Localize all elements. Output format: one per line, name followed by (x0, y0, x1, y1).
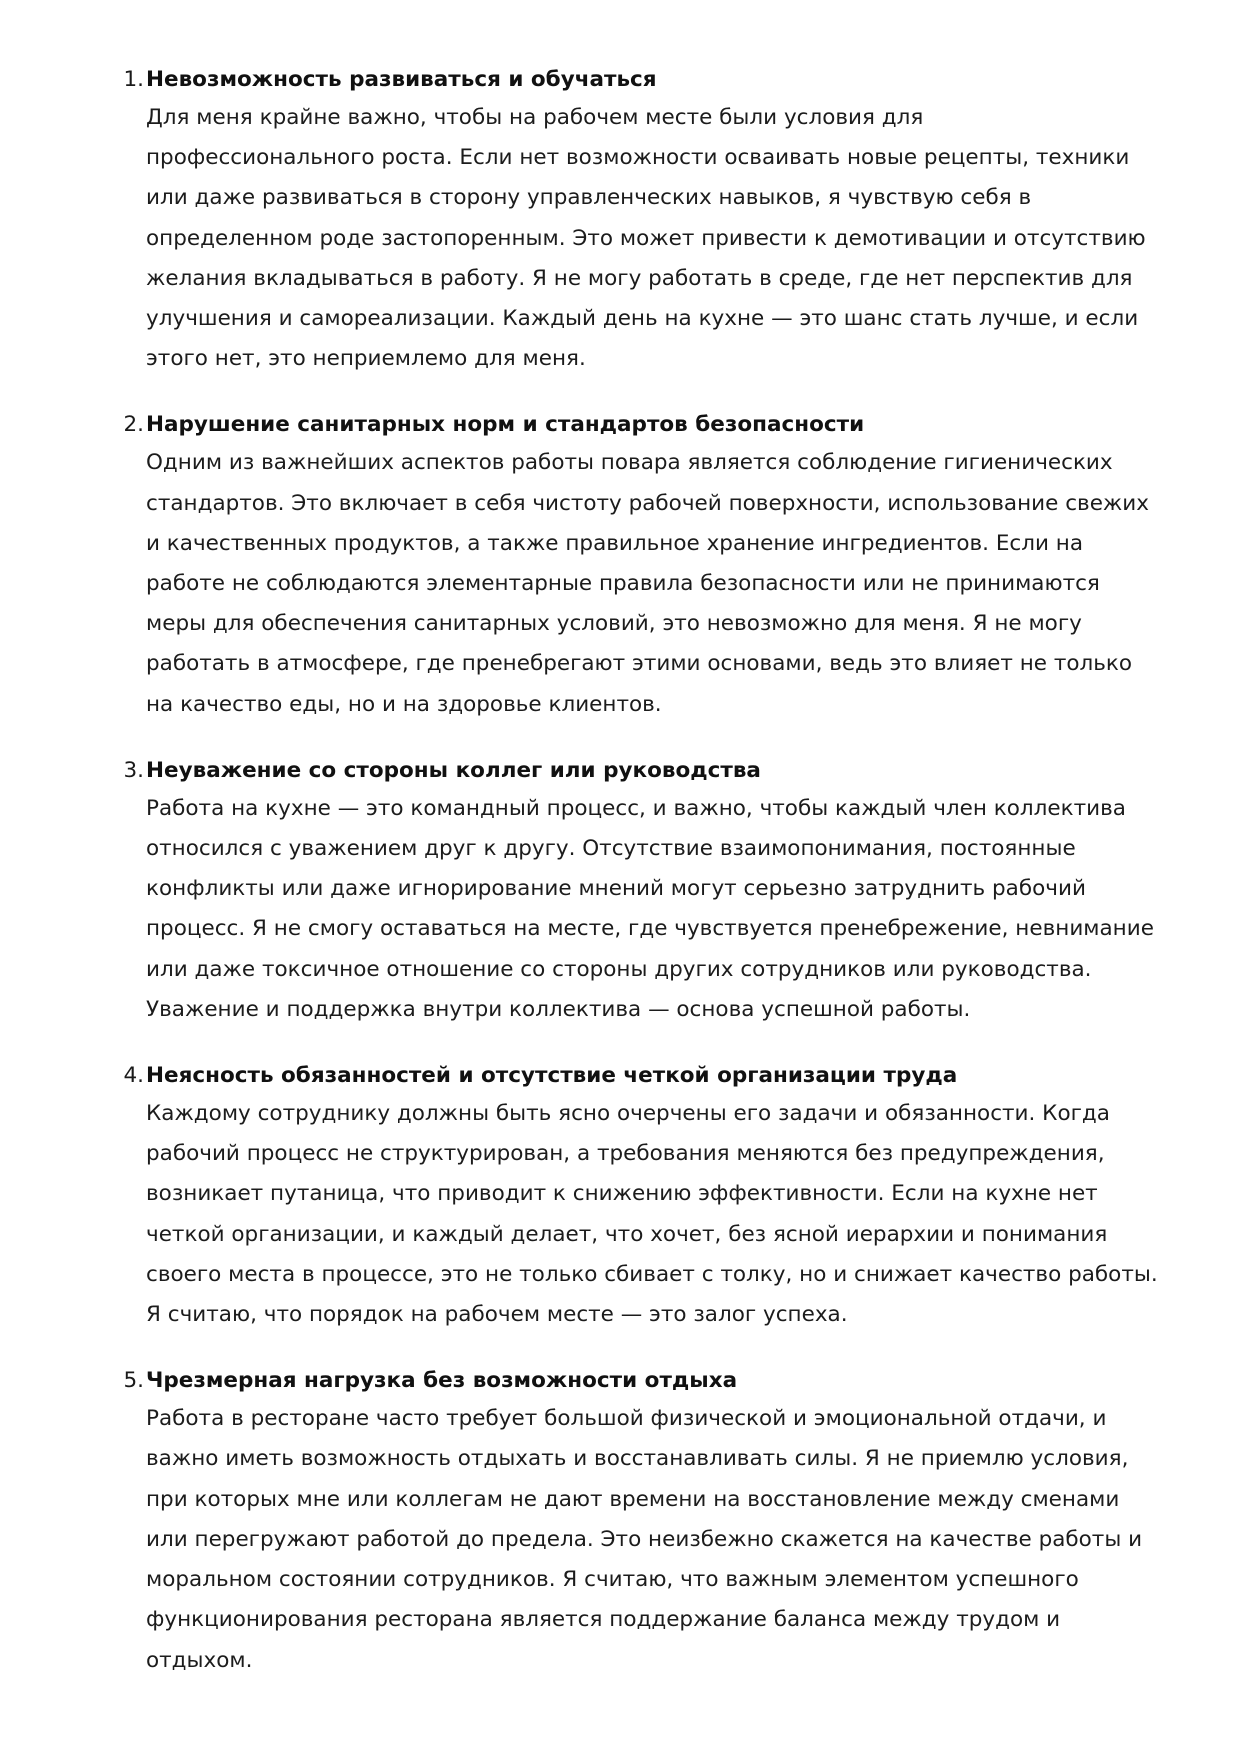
body-line: или даже токсичное отношение со стороны других сотрудников или руководства. (146, 956, 1092, 982)
list-item-3 (123, 753, 1156, 1030)
body-line: Каждому сотруднику должны быть ясно очерчены его задачи и обязанности. Когда (146, 1101, 1110, 1127)
body-line: важно иметь возможность отдыхать и восстанавливать силы. Я не приемлю условия, (146, 1446, 1129, 1472)
body-line: Уважение и поддержка внутри коллектива — основа успешной работы. (146, 996, 971, 1022)
item-number: 3. (123, 757, 144, 783)
body-line: процесс. Я не смогу оставаться на месте, где чувствуется пренебрежение, невнимание (146, 916, 1154, 942)
body-line: определенном роде застопоренным. Это может привести к демотивации и отсутствию (146, 225, 1146, 251)
body-line: возникает путаница, что приводит к снижению эффективности. Если на кухне нет (146, 1181, 1098, 1207)
body-line: или перегружают работой до предела. Это неизбежно скажется на качестве работы и (146, 1526, 1143, 1552)
body-line: Я считаю, что порядок на рабочем месте — это залог успеха. (146, 1302, 848, 1328)
item-body (146, 98, 1156, 379)
list-item-4 (123, 1058, 1158, 1335)
body-line: Работа в ресторане часто требует большой физической и эмоциональной отдачи, и (146, 1406, 1107, 1432)
item-title: Чрезмерная нагрузка без возможности отдыха (146, 1368, 738, 1394)
item-body (146, 1399, 1156, 1680)
item-title: Нарушение санитарных норм и стандартов безопасности (146, 412, 865, 438)
body-line: четкой организации, и каждый делает, что хочет, без ясной иерархии и понимания (146, 1221, 1108, 1247)
body-line: своего места в процессе, это не только сбивает с толку, но и снижает качество работы. (146, 1261, 1158, 1287)
body-line: при которых мне или коллегам не дают времени на восстановление между сменами (146, 1486, 1120, 1512)
item-body (146, 789, 1156, 1030)
body-line: этого нет, это неприемлемо для меня. (146, 346, 586, 372)
body-line: желания вкладываться в работу. Я не могу работать в среде, где нет перспектив для (146, 265, 1133, 291)
body-line: Для меня крайне важно, чтобы на рабочем месте были условия для (146, 105, 924, 130)
numbered-list (0, 62, 1239, 1681)
item-body (146, 443, 1156, 724)
body-line: относился с уважением друг к другу. Отсутствие взаимопонимания, постоянные (146, 836, 1076, 862)
body-line: работать в атмосфере, где пренебрегают этими основами, ведь это влияет не только (146, 651, 1133, 677)
item-title: Невозможность развиваться и обучаться (146, 67, 657, 92)
body-line: работе не соблюдаются элементарные правила безопасности или не принимаются (146, 571, 1100, 597)
item-title: Неясность обязанностей и отсутствие четкой организации труда (146, 1063, 958, 1089)
body-line: моральном состоянии сотрудников. Я считаю, что важным элементом успешного (146, 1567, 1079, 1593)
item-number: 2. (123, 412, 144, 438)
body-line: стандартов. Это включает в себя чистоту рабочей поверхности, использование свежих (146, 490, 1149, 516)
body-line: меры для обеспечения санитарных условий, это невозможно для меня. Я не могу (146, 611, 1082, 637)
item-body (146, 1094, 1156, 1335)
body-line: функционирования ресторана является поддержание баланса между трудом и (146, 1607, 1061, 1633)
body-line: рабочий процесс не структурирован, а требования меняются без предупреждения, (146, 1141, 1105, 1167)
body-line: улучшения и самореализации. Каждый день на кухне — это шанс стать лучше, и если (146, 306, 1139, 332)
body-line: конфликты или даже игнорирование мнений могут серьезно затруднить рабочий (146, 876, 1086, 902)
body-line: отдыхом. (146, 1647, 253, 1673)
body-line: и качественных продуктов, а также правильное хранение ингредиентов. Если на (146, 530, 1084, 556)
body-line: профессионального роста. Если нет возможности осваивать новые рецепты, техники (146, 145, 1130, 171)
item-number: 1. (123, 67, 144, 92)
body-line: Одним из важнейших аспектов работы повара является соблюдение гигиенических (146, 450, 1113, 476)
list-item-1 (123, 62, 1156, 379)
item-number: 4. (123, 1063, 144, 1089)
body-line: на качество еды, но и на здоровье клиентов. (146, 691, 662, 717)
body-line: Работа на кухне — это командный процесс, и важно, чтобы каждый член коллектива (146, 795, 1126, 821)
body-line: или даже развиваться в сторону управленческих навыков, я чувствую себя в (146, 185, 1032, 211)
item-title: Неуважение со стороны коллег или руководства (146, 757, 761, 783)
list-item-2 (123, 407, 1156, 724)
list-item-5 (123, 1363, 1156, 1680)
item-number: 5. (123, 1368, 144, 1394)
